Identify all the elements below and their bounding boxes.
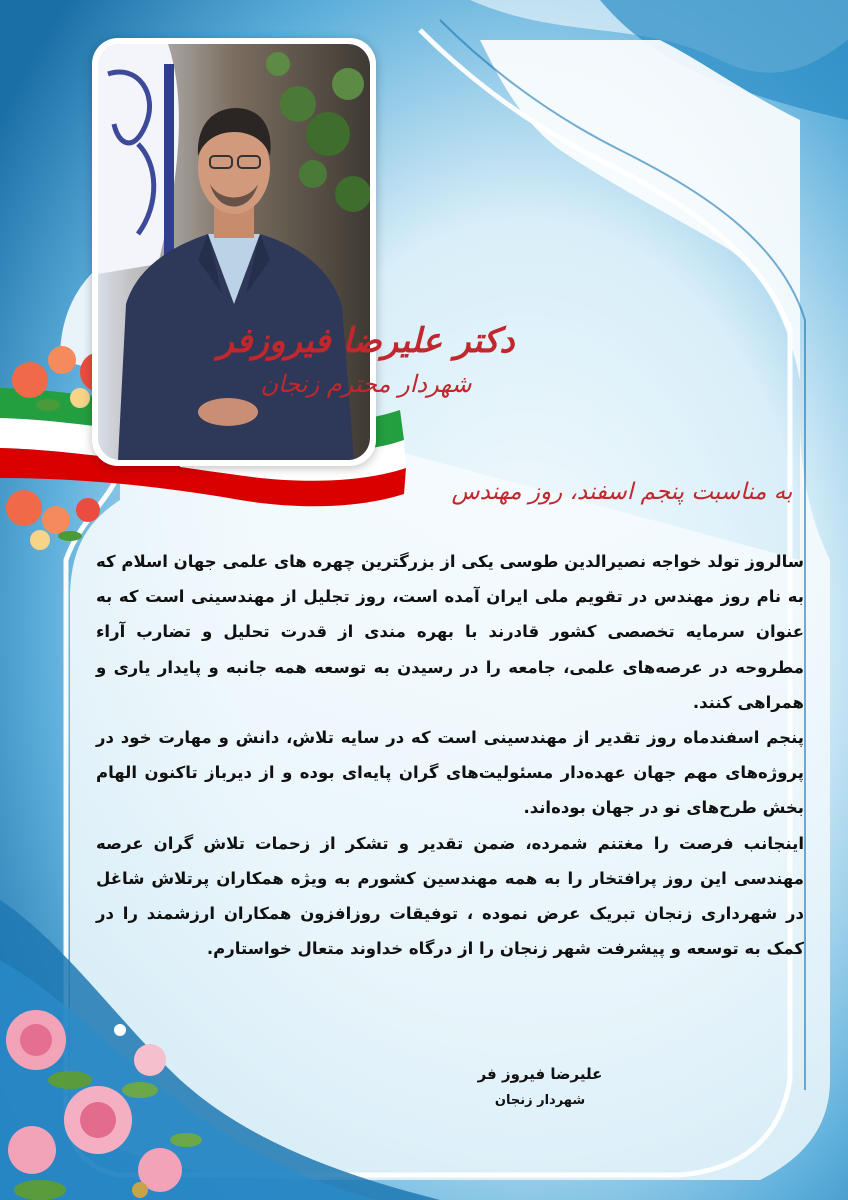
message-paragraph-1: سالروز تولد خواجه نصیرالدین طوسی یکی از بزرگترین چهره های علمی جهان اسلام که به نام روز مهندس در تقویم ملی ایران آمده است، روز تجلیل از مهندسینی است که به عنوان سرمایه تخصصی کشور قادرند با بهره مندی از قدرت تحلیل و تضارب آراء مطروحه در عرصه‌های علمی، جامعه را در رسیدن به توسعه همه جانبه و پایدار یاری و همراهی کنند. [96, 552, 804, 712]
message-body [96, 544, 804, 966]
signature-title: شهردار زنجان [494, 1093, 586, 1108]
message-paragraph-3: اینجانب فرصت را مغتنم شمرده، ضمن تقدیر و تشکر از زحمات تلاش گران عرصه مهندسی این روز پرافتخار را به همه مهندسین کشورم به ویژه همکاران پرتلاش شاغل در شهرداری زنجان تبریک عرض نموده ، توفیقات روزافزون همکاران ارزشمند را در کمک به توسعه و پیشرفت شهر زنجان را از درگاه خداوند متعال خواستارم. [96, 833, 804, 959]
signature-name: علیرضا فیروز فر [477, 1065, 603, 1083]
message-paragraph-2: پنجم اسفندماه روز تقدیر از مهندسینی است که در سایه تلاش، دانش و مهارت خود در پروژه‌های مهم جهان عهده‌دار مسئولیت‌های گران پایه‌ای بوده و از دیرباز تاکنون الهام بخش طرح‌های نو در جهان بوده‌اند. [96, 728, 804, 818]
headline-name: دکتر علیرضا فیروزفر [217, 321, 515, 361]
headline-block [206, 318, 526, 404]
headline-occasion: به مناسبت پنجم اسفند، روز مهندس [451, 479, 793, 505]
headline-title: شهردار محترم زنجان [260, 370, 472, 398]
signature-block [440, 1060, 640, 1114]
